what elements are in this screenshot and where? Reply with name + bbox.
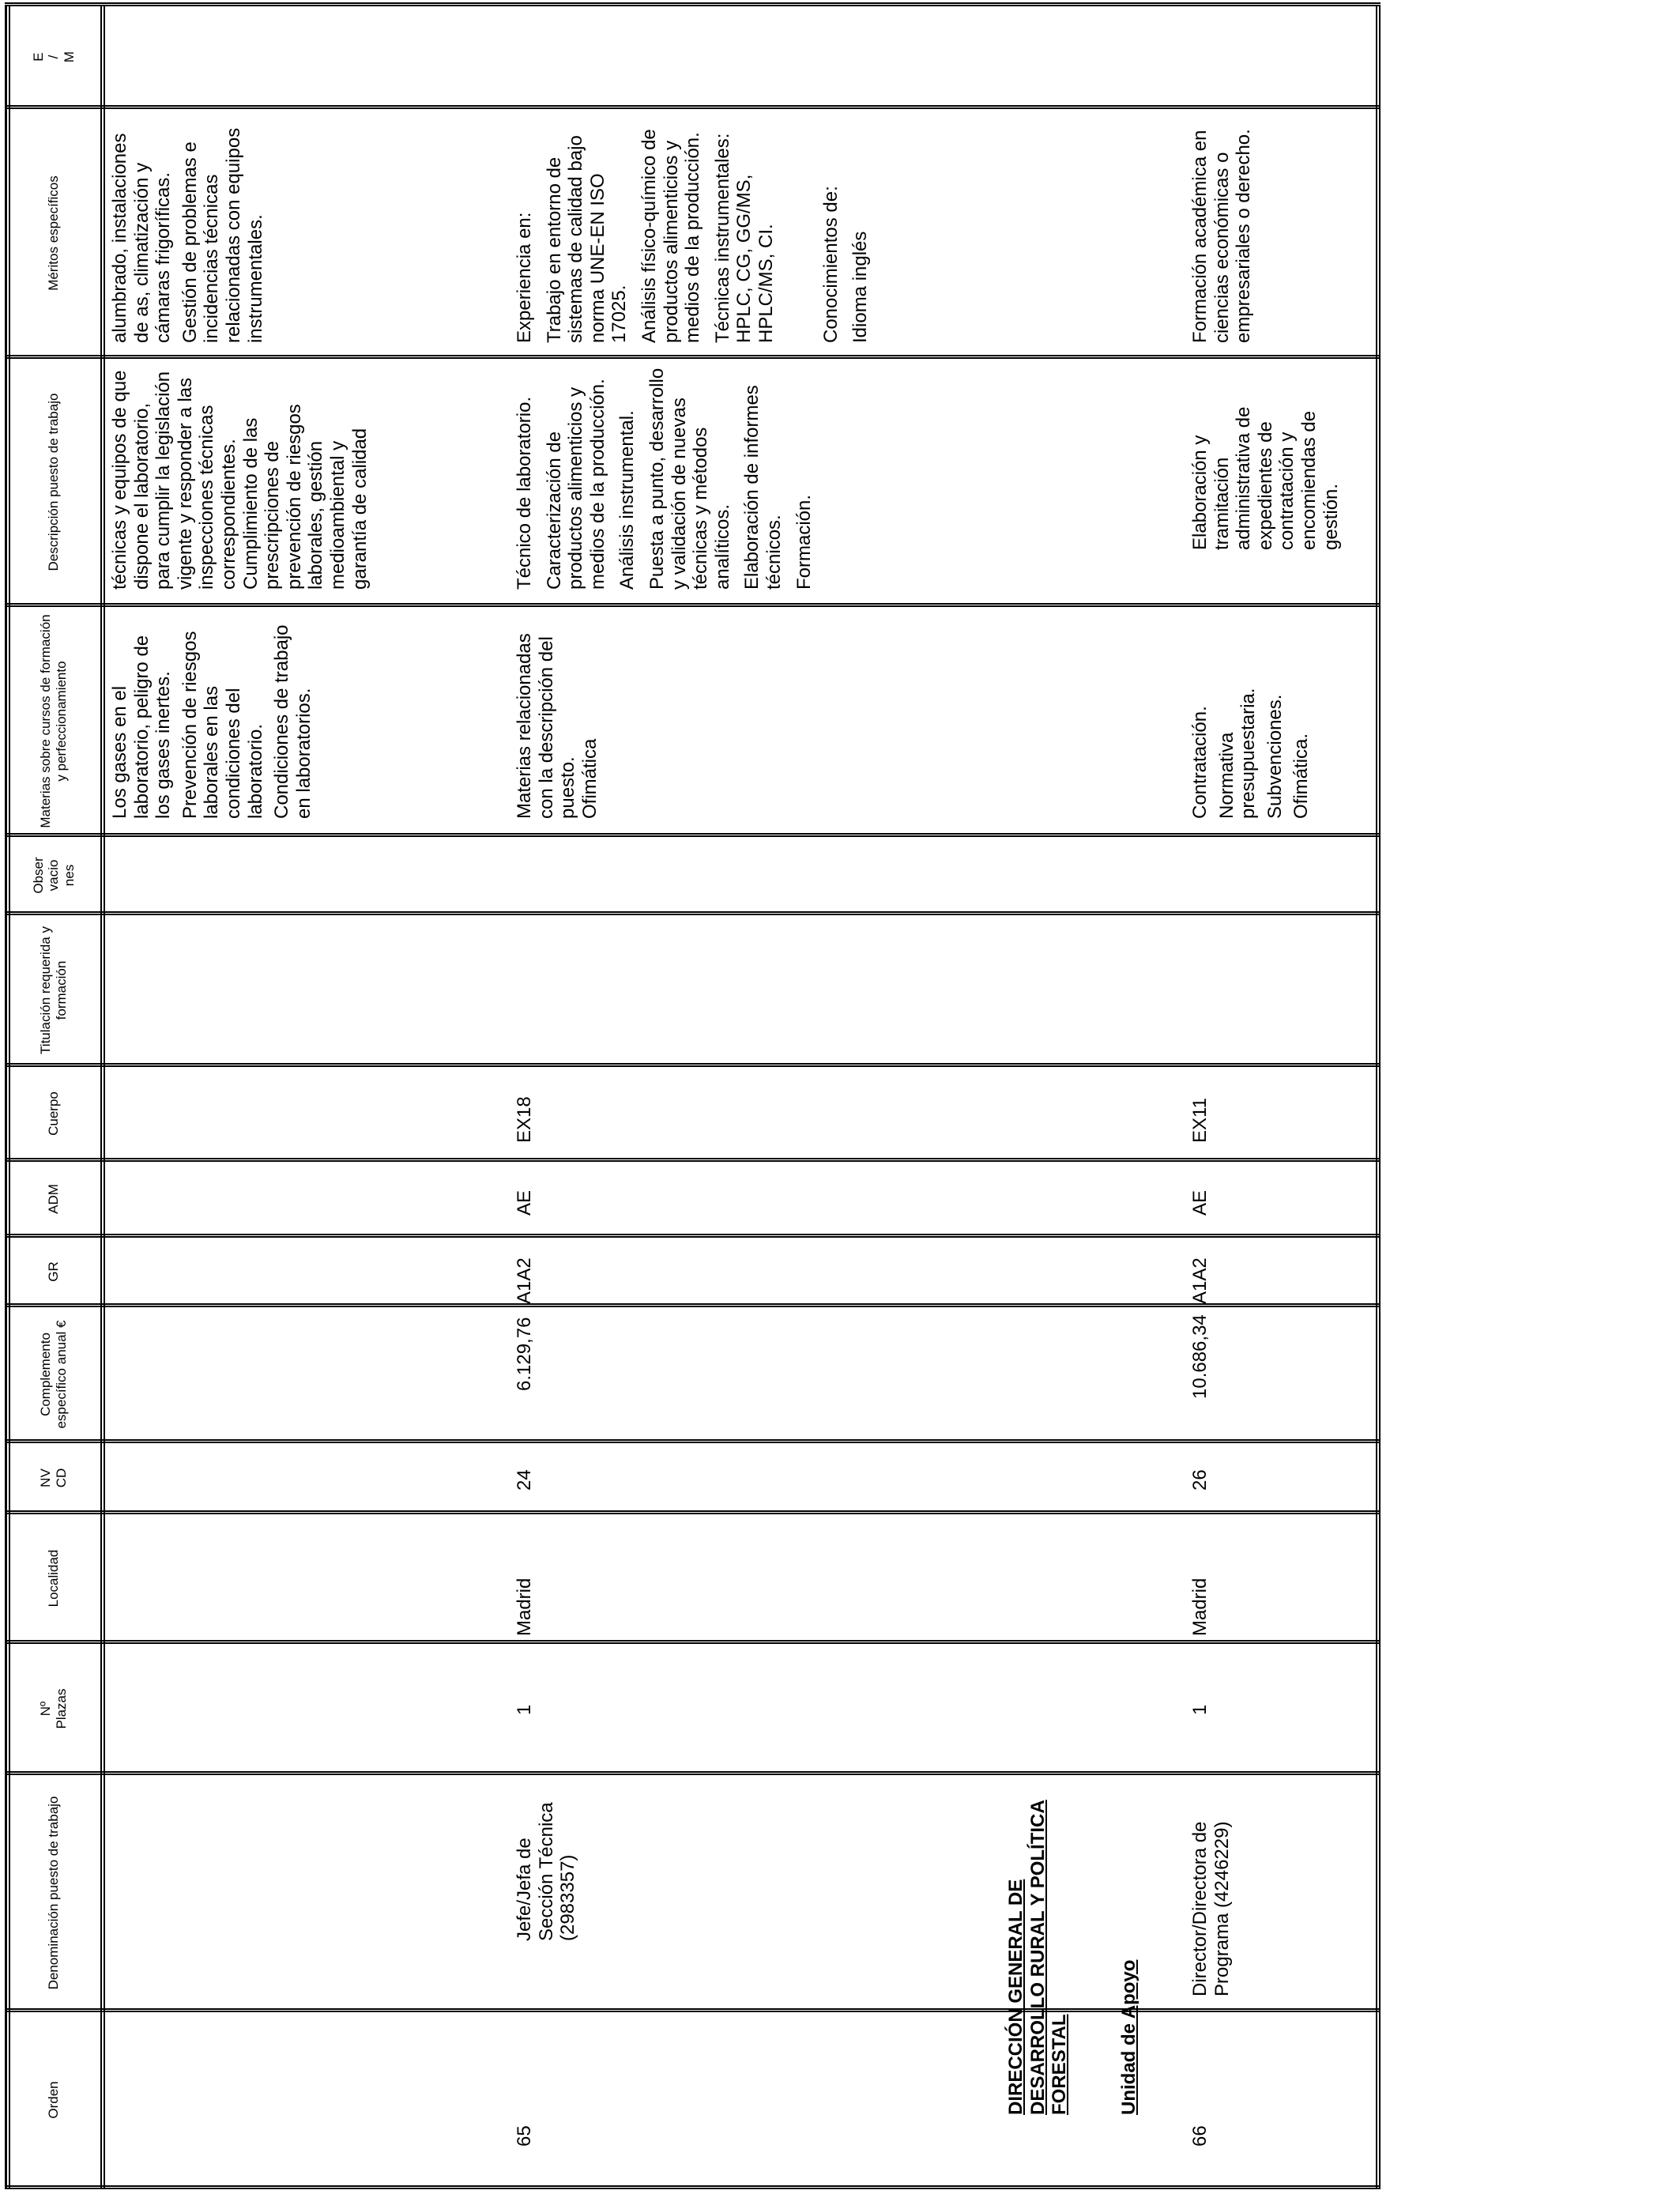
grid-line <box>5 604 1381 605</box>
grid-line <box>5 358 1381 360</box>
grid-line <box>5 1066 1381 1068</box>
row65-meritos-item <box>785 114 812 343</box>
header-adm: ADM <box>46 1184 62 1214</box>
header-em: E / M <box>30 51 77 63</box>
header-nivel: NV CD <box>38 1468 69 1488</box>
grid-line <box>5 1161 1381 1163</box>
header-localidad: Localidad <box>46 1549 62 1608</box>
cont-materias-item: Los gases en el laboratorio, peligro de los gases inertes. <box>109 635 175 819</box>
grid-line <box>5 108 1381 110</box>
row65-meritos-item: Experiencia en: <box>514 212 535 343</box>
row65-materias-item: Materias relacionadas con la descripción del puesto. <box>514 633 579 819</box>
row66-grupo: A1A2 <box>1189 1257 1211 1304</box>
grid-line <box>5 356 1381 357</box>
row66-meritos-item: Formación académica en ciencias económicas o empresariales o derecho. <box>1189 129 1255 343</box>
grid-line <box>5 834 1381 835</box>
grid-line <box>5 2186 1381 2188</box>
row65-descripcion-item: Análisis instrumental. <box>616 410 638 590</box>
row65-grupo: A1A2 <box>514 1257 535 1304</box>
row66-plazas: 1 <box>1189 1704 1211 1715</box>
grid-line <box>100 5 102 2189</box>
grid-line <box>104 5 105 2189</box>
row65-materias-item: Ofimática <box>578 738 601 819</box>
header-descripcion: Descripción puesto de trabajo <box>46 393 62 571</box>
header-materias: Materias sobre cursos de formación y perfeccionamiento <box>38 614 69 828</box>
row66-materias-item: Normativa presupuestaria. <box>1215 688 1260 819</box>
row65-localidad: Madrid <box>514 1578 535 1636</box>
header-complemento: Complemento específico anual € <box>38 1320 69 1429</box>
grid-line <box>5 1159 1381 1160</box>
header-plazas: Nº Plazas <box>38 1688 69 1729</box>
grid-line <box>5 5 7 2189</box>
row66-descripcion <box>1189 367 1680 550</box>
grid-line <box>5 836 1381 838</box>
row66-materias-item: Contratación. <box>1189 706 1211 819</box>
header-denominacion: Denominación puesto de trabajo <box>46 1796 62 1990</box>
section-unidad: Unidad de Apoyo <box>1118 1959 1139 2115</box>
row66-complemento: 10.686,34 <box>1189 1314 1211 1399</box>
grid-line <box>5 106 1381 107</box>
grid-line <box>5 1304 1381 1306</box>
grid-line <box>5 914 1381 916</box>
row66-materias-item: Ofimática. <box>1290 733 1313 819</box>
header-grupo: GR <box>46 1261 62 1282</box>
row66-localidad: Madrid <box>1189 1578 1211 1636</box>
grid-line <box>5 1772 1381 1774</box>
row66-materias <box>1189 612 1680 819</box>
row66-adm: AE <box>1189 1189 1211 1216</box>
grid-line <box>5 1511 1381 1513</box>
cont-materias-item: Condiciones de trabajo en laboratorios. <box>271 624 315 819</box>
header-orden: Orden <box>46 2081 62 2119</box>
grid-line <box>5 2009 1381 2011</box>
row65-plazas: 1 <box>514 1704 535 1715</box>
row65-descripcion-item: Formación. <box>793 494 815 590</box>
header-observaciones: Obser vacio nes <box>30 857 77 894</box>
row65-denominacion: Jefe/Jefa de Sección Técnica (2983357) <box>514 1802 579 1941</box>
grid-line <box>5 1514 1381 1515</box>
cont-materias-item: Prevención de riesgos laborales en las condiciones del laboratorio. <box>179 631 266 819</box>
grid-line <box>5 1306 1381 1308</box>
grid-line <box>5 1641 1381 1642</box>
row66-descripcion-item: Elaboración y tramitación administrativa de expedientes de contratación y encomiendas de gestión. <box>1189 406 1342 550</box>
grid-line <box>5 1237 1381 1238</box>
row65-descripcion-item: Elaboración de informes técnicos. <box>741 385 785 590</box>
grid-line <box>5 3 1381 5</box>
grid-line <box>5 1774 1381 1776</box>
cont-meritos-item: Gestión de problemas e incidencias técnicas relacionadas con equipos instrumentales. <box>179 127 266 343</box>
row66-meritos <box>1189 114 1680 343</box>
header-cuerpo: Cuerpo <box>46 1091 62 1136</box>
row65-meritos-item: Idioma inglés <box>849 231 872 343</box>
row65-adm: AE <box>514 1189 535 1216</box>
grid-line <box>5 6 1381 7</box>
row65-nivel: 24 <box>514 1469 535 1491</box>
row65-meritos-item: Análisis físico-químico de productos alimenticios y medios de la producción. <box>638 129 704 343</box>
row65-meritos-item: Conocimientos de: <box>819 186 842 343</box>
section-direccion: DIRECCIÓN GENERAL DE DESARROLLO RURAL Y POLÍTICA FORESTAL <box>1005 1800 1071 2115</box>
cont-meritos-item: alumbrado, instalaciones de as, climatización y cámaras frigoríficas. <box>109 133 175 343</box>
cont-descripcion-item: Cumplimiento de las prescripciones de prevención de riesgos laborales, gestión medioambiental y garantía de calidad <box>239 404 371 590</box>
row65-orden: 65 <box>514 2125 535 2147</box>
row65-descripcion-item: Puesta a punto, desarrollo y validación de nuevas técnicas y métodos analíticos. <box>646 368 733 590</box>
row65-complemento: 6.129,76 <box>514 1317 535 1391</box>
grid-line <box>5 1442 1381 1444</box>
row66-materias-item: Subvenciones. <box>1264 694 1286 819</box>
row65-meritos-item: Trabajo en entorno de sistemas de calidad bajo norma UNE-EN ISO 17025. <box>543 135 631 343</box>
grid-line <box>5 2011 1381 2013</box>
row66-cuerpo: EX11 <box>1189 1098 1211 1143</box>
row65-descripcion-item: Caracterización de productos alimenticios y medios de la producción. <box>543 379 608 590</box>
grid-line <box>5 606 1381 608</box>
grid-line <box>5 2188 1381 2190</box>
grid-line <box>5 1440 1381 1442</box>
header-titulacion: Titulación requerida y formación <box>38 926 69 1054</box>
row66-denominacion: Director/Directora de Programa (4246229) <box>1189 1821 1233 1996</box>
grid-line <box>5 1643 1381 1645</box>
row66-orden: 66 <box>1189 2125 1211 2147</box>
row65-meritos-item: Técnicas instrumentales: HPLC, CG, GG/MS, HPLC/MS, CI. <box>711 133 777 343</box>
grid-line <box>5 1235 1381 1236</box>
row65-descripcion-item: Técnico de laboratorio. <box>514 396 535 590</box>
cont-descripcion-item: técnicas y equipos de que dispone el laboratorio, para cumplir la legislación vigente y responder a las inspecciones técnicas correspondientes. <box>109 370 239 590</box>
row66-nivel: 26 <box>1189 1469 1211 1491</box>
grid-line <box>5 912 1381 914</box>
grid-line <box>5 1064 1381 1065</box>
header-meritos: Méritos específicos <box>46 175 62 291</box>
row65-cuerpo: EX18 <box>514 1096 535 1143</box>
